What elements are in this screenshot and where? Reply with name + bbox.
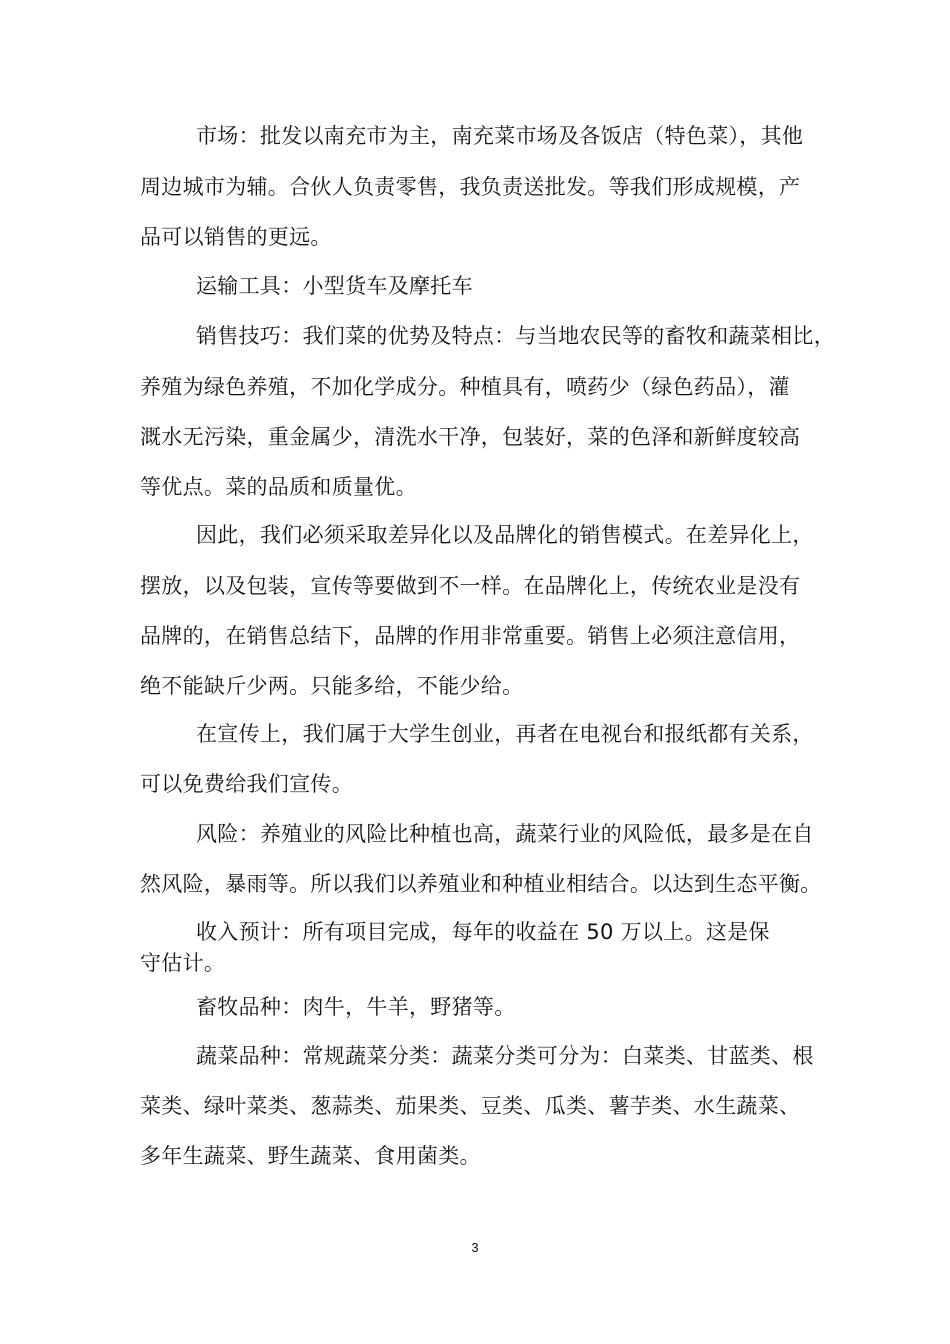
paragraph-1-line-1: 市场：批发以南充市为主，南充菜市场及各饭店（特色菜），其他 xyxy=(196,124,804,148)
paragraph-1-line-2: 周边城市为辅。合伙人负责零售，我负责送批发。等我们形成规模，产 xyxy=(140,175,801,199)
paragraph-3-line-2: 养殖为绿色养殖，不加化学成分。种植具有，喷药少（绿色药品），灌 xyxy=(140,375,790,399)
paragraph-6-line-1: 风险：养殖业的风险比种植也高，蔬菜行业的风险低，最多是在自 xyxy=(196,822,814,846)
page-number: 3 xyxy=(471,1240,479,1255)
paragraph-9-line-3: 多年生蔬菜、野生蔬菜、食用菌类。 xyxy=(140,1144,481,1168)
paragraph-9-line-1: 蔬菜品种：常规蔬菜分类：蔬菜分类可分为：白菜类、甘蓝类、根 xyxy=(196,1044,814,1068)
paragraph-1-line-3: 品可以销售的更远。 xyxy=(140,225,332,249)
paragraph-4-line-4: 绝不能缺斤少两。只能多给，不能少给。 xyxy=(140,674,524,698)
paragraph-7-line-1: 收入预计：所有项目完成，每年的收益在 50 万以上。这是保 xyxy=(196,920,770,944)
paragraph-3-line-4: 等优点。菜的品质和质量优。 xyxy=(140,475,417,499)
paragraph-7-line-2: 守估计。 xyxy=(140,951,226,975)
paragraph-6-line-2: 然风险，暴雨等。所以我们以养殖业和种植业相结合。以达到生态平衡。 xyxy=(140,872,822,896)
paragraph-4-line-1: 因此，我们必须采取差异化以及品牌化的销售模式。在差异化上， xyxy=(196,523,814,547)
paragraph-3-line-1: 销售技巧：我们菜的优势及特点：与当地农民等的畜牧和蔬菜相比， xyxy=(196,324,835,348)
paragraph-4-line-3: 品牌的，在销售总结下，品牌的作用非常重要。销售上必须注意信用， xyxy=(140,624,801,648)
paragraph-5-line-2: 可以免费给我们宣传。 xyxy=(140,772,353,796)
paragraph-4-line-2: 摆放，以及包装，宣传等要做到不一样。在品牌化上，传统农业是没有 xyxy=(140,574,801,598)
paragraph-3-line-3: 溉水无污染，重金属少，清洗水干净，包装好，菜的色泽和新鲜度较高 xyxy=(140,425,801,449)
paragraph-8-line-1: 畜牧品种：肉牛，牛羊，野猪等。 xyxy=(196,995,516,1019)
paragraph-9-line-2: 菜类、绿叶菜类、葱蒜类、茄果类、豆类、瓜类、薯芋类、水生蔬菜、 xyxy=(140,1094,801,1118)
paragraph-2-line-1: 运输工具：小型货车及摩托车 xyxy=(196,274,473,298)
paragraph-5-line-1: 在宣传上，我们属于大学生创业，再者在电视台和报纸都有关系， xyxy=(196,722,814,746)
